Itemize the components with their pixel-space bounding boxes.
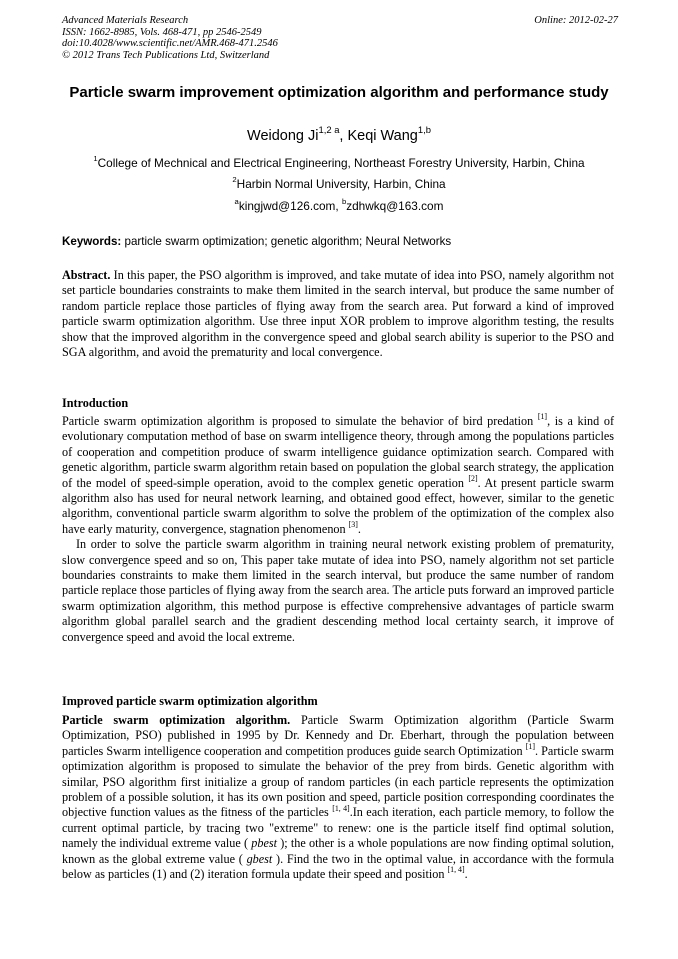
- email-address: zdhwkq@163.com: [346, 199, 444, 213]
- affiliation-text: College of Mechnical and Electrical Engineering, Northeast Forestry University, Harbin, China: [97, 156, 585, 170]
- subsection-label: Particle swarm optimization algorithm.: [62, 713, 291, 727]
- section2-body: [62, 713, 614, 882]
- email-address: kingjwd@126.com,: [238, 199, 342, 213]
- paper-title: Particle swarm improvement optimization algorithm and performance study: [69, 84, 609, 101]
- section-heading-improved-pso: Improved particle swarm optimization algorithm: [62, 694, 318, 708]
- affiliation: [62, 177, 616, 191]
- doi-line: doi:10.4028/www.scientific.net/AMR.468-471.2546: [62, 38, 278, 50]
- paragraph-text: .: [464, 867, 468, 882]
- author-name: Keqi Wang: [347, 128, 418, 144]
- author-affiliation-mark: 1,b: [417, 124, 431, 136]
- citation: [3]: [348, 520, 358, 529]
- email-mark: b: [341, 197, 347, 207]
- math-gbest: gbest: [246, 851, 273, 866]
- copyright-line: © 2012 Trans Tech Publications Ltd, Switzerland: [62, 49, 270, 61]
- paragraph-text: ); the other is a whole populations are now finding optimal solution, known as the global extreme value (: [62, 836, 614, 866]
- issn-line: ISSN: 1662-8985, Vols. 468-471, pp 2546-2549: [62, 26, 262, 38]
- online-date: Online: 2012-02-27: [534, 15, 618, 26]
- citation: [2]: [468, 473, 478, 483]
- introduction-body: [62, 414, 614, 645]
- author-name: Weidong Ji: [247, 128, 319, 144]
- paragraph-text: . At present particle swarm algorithm also has used for neural network learning, and obtained good effect, however, similar to the genetic algorithm, conventional particle swarm algorithm to solve the problem of the optimization of the complex also have early maturity, convergence, stagnation phenomenon: [62, 475, 614, 536]
- paragraph-text: . Particle swarm optimization algorithm is proposed to simulate the behavior of the prey from birds. Genetic algorithm with similar, PSO algorithm first initialize a group of random particles (in each particle represents the optimization problem of a possible solution, it has its own position and speed, particle position corresponding coordinates the objective function values as the fitness of the particles: [62, 743, 614, 820]
- affiliation-mark: 1: [93, 154, 98, 164]
- abstract-text: In this paper, the PSO algorithm is improved, and take mutate of idea into PSO, namely algorithm not set particle boundaries constraints to make them limited in the search interval, but produce the same number of random particle replace those particles of flying away from the search area. Put forward a kind of improved particle swarm optimization algorithm. Use three input XOR problem to improve algorithm testing, the results show that the improved algorithm in the convergence speed and global search ability is superior to the PSO and SGA algorithm, and avoid the prematurity and local convergence.: [62, 268, 614, 360]
- keywords: [62, 235, 616, 249]
- math-pbest: pbest: [251, 836, 278, 851]
- author-line: [62, 124, 616, 145]
- citation: [1, 4]: [332, 803, 350, 813]
- citation: [1, 4]: [447, 865, 465, 875]
- keywords-text: particle swarm optimization; genetic algorithm; Neural Networks: [121, 235, 452, 248]
- paragraph: [62, 414, 614, 537]
- paragraph-text: .: [357, 521, 361, 536]
- abstract-label: Abstract.: [62, 268, 111, 282]
- keywords-label: Keywords:: [62, 235, 122, 248]
- affiliation-text: Harbin Normal University, Harbin, China: [236, 177, 446, 191]
- paragraph-text: Particle Swarm Optimization algorithm (Particle Swarm Optimization, PSO) published in 1995 by Dr. Kennedy and Dr. Eberhart, through the population between particles Swarm intelligence cooperation and competition produces guide search Optimization: [62, 713, 614, 758]
- paragraph-text: ). Find the two in the optimal value, in accordance with the formula below as particles (1) and (2) iteration formula update their speed and position: [62, 851, 614, 882]
- abstract: [62, 268, 614, 360]
- citation: [1]: [537, 412, 548, 422]
- author-affiliation-mark: 1,2 a: [318, 124, 340, 136]
- journal-name: Advanced Materials Research: [62, 15, 189, 26]
- email-mark: a: [234, 197, 239, 207]
- paragraph-text: .In each iteration, each particle memory, to follow the current optimal particle, by tracing two "extreme" to renew: one is the particle itself find optimal solution, namely the individual extreme value (: [62, 805, 614, 851]
- affiliation: [62, 156, 616, 170]
- email-line: [62, 199, 616, 213]
- paragraph-text: , is a kind of evolutionary computation method of base on swarm intelligence theory, through among the populations particles of cooperation and competition produce of swarm intelligence guidance optimization search. Compared with genetic algorithm, particle swarm algorithm retain based on population the global search strategy, the application of the model of speed-simple operation, avoid to the complex genetic operation: [62, 414, 615, 490]
- author-separator: ,: [339, 128, 348, 144]
- journal-header: [62, 15, 618, 61]
- paragraph: In order to solve the particle swarm algorithm in training neural network existing problem of prematurity, slow convergence speed and so on, This paper take mutate of idea into PSO, namely algorithm not set particle boundaries constraints to make them limited in the search interval, but produce the same number of random particle replace those particles of flying away from the search area. The article puts forward an improved particle swarm optimization algorithm, this method purpose is effective comprehensive advantages of particle swarm algorithm global parallel search and the gradient descending method local certainty search, it improve of convergence speed and avoid the local extreme.: [62, 537, 614, 644]
- citation: [1]: [525, 741, 535, 751]
- paragraph-text: Particle swarm optimization algorithm is proposed to simulate the behavior of bird predation: [62, 414, 538, 428]
- section-heading-introduction: Introduction: [62, 396, 129, 410]
- paragraph: [62, 713, 614, 882]
- affiliation-mark: 2: [232, 175, 237, 185]
